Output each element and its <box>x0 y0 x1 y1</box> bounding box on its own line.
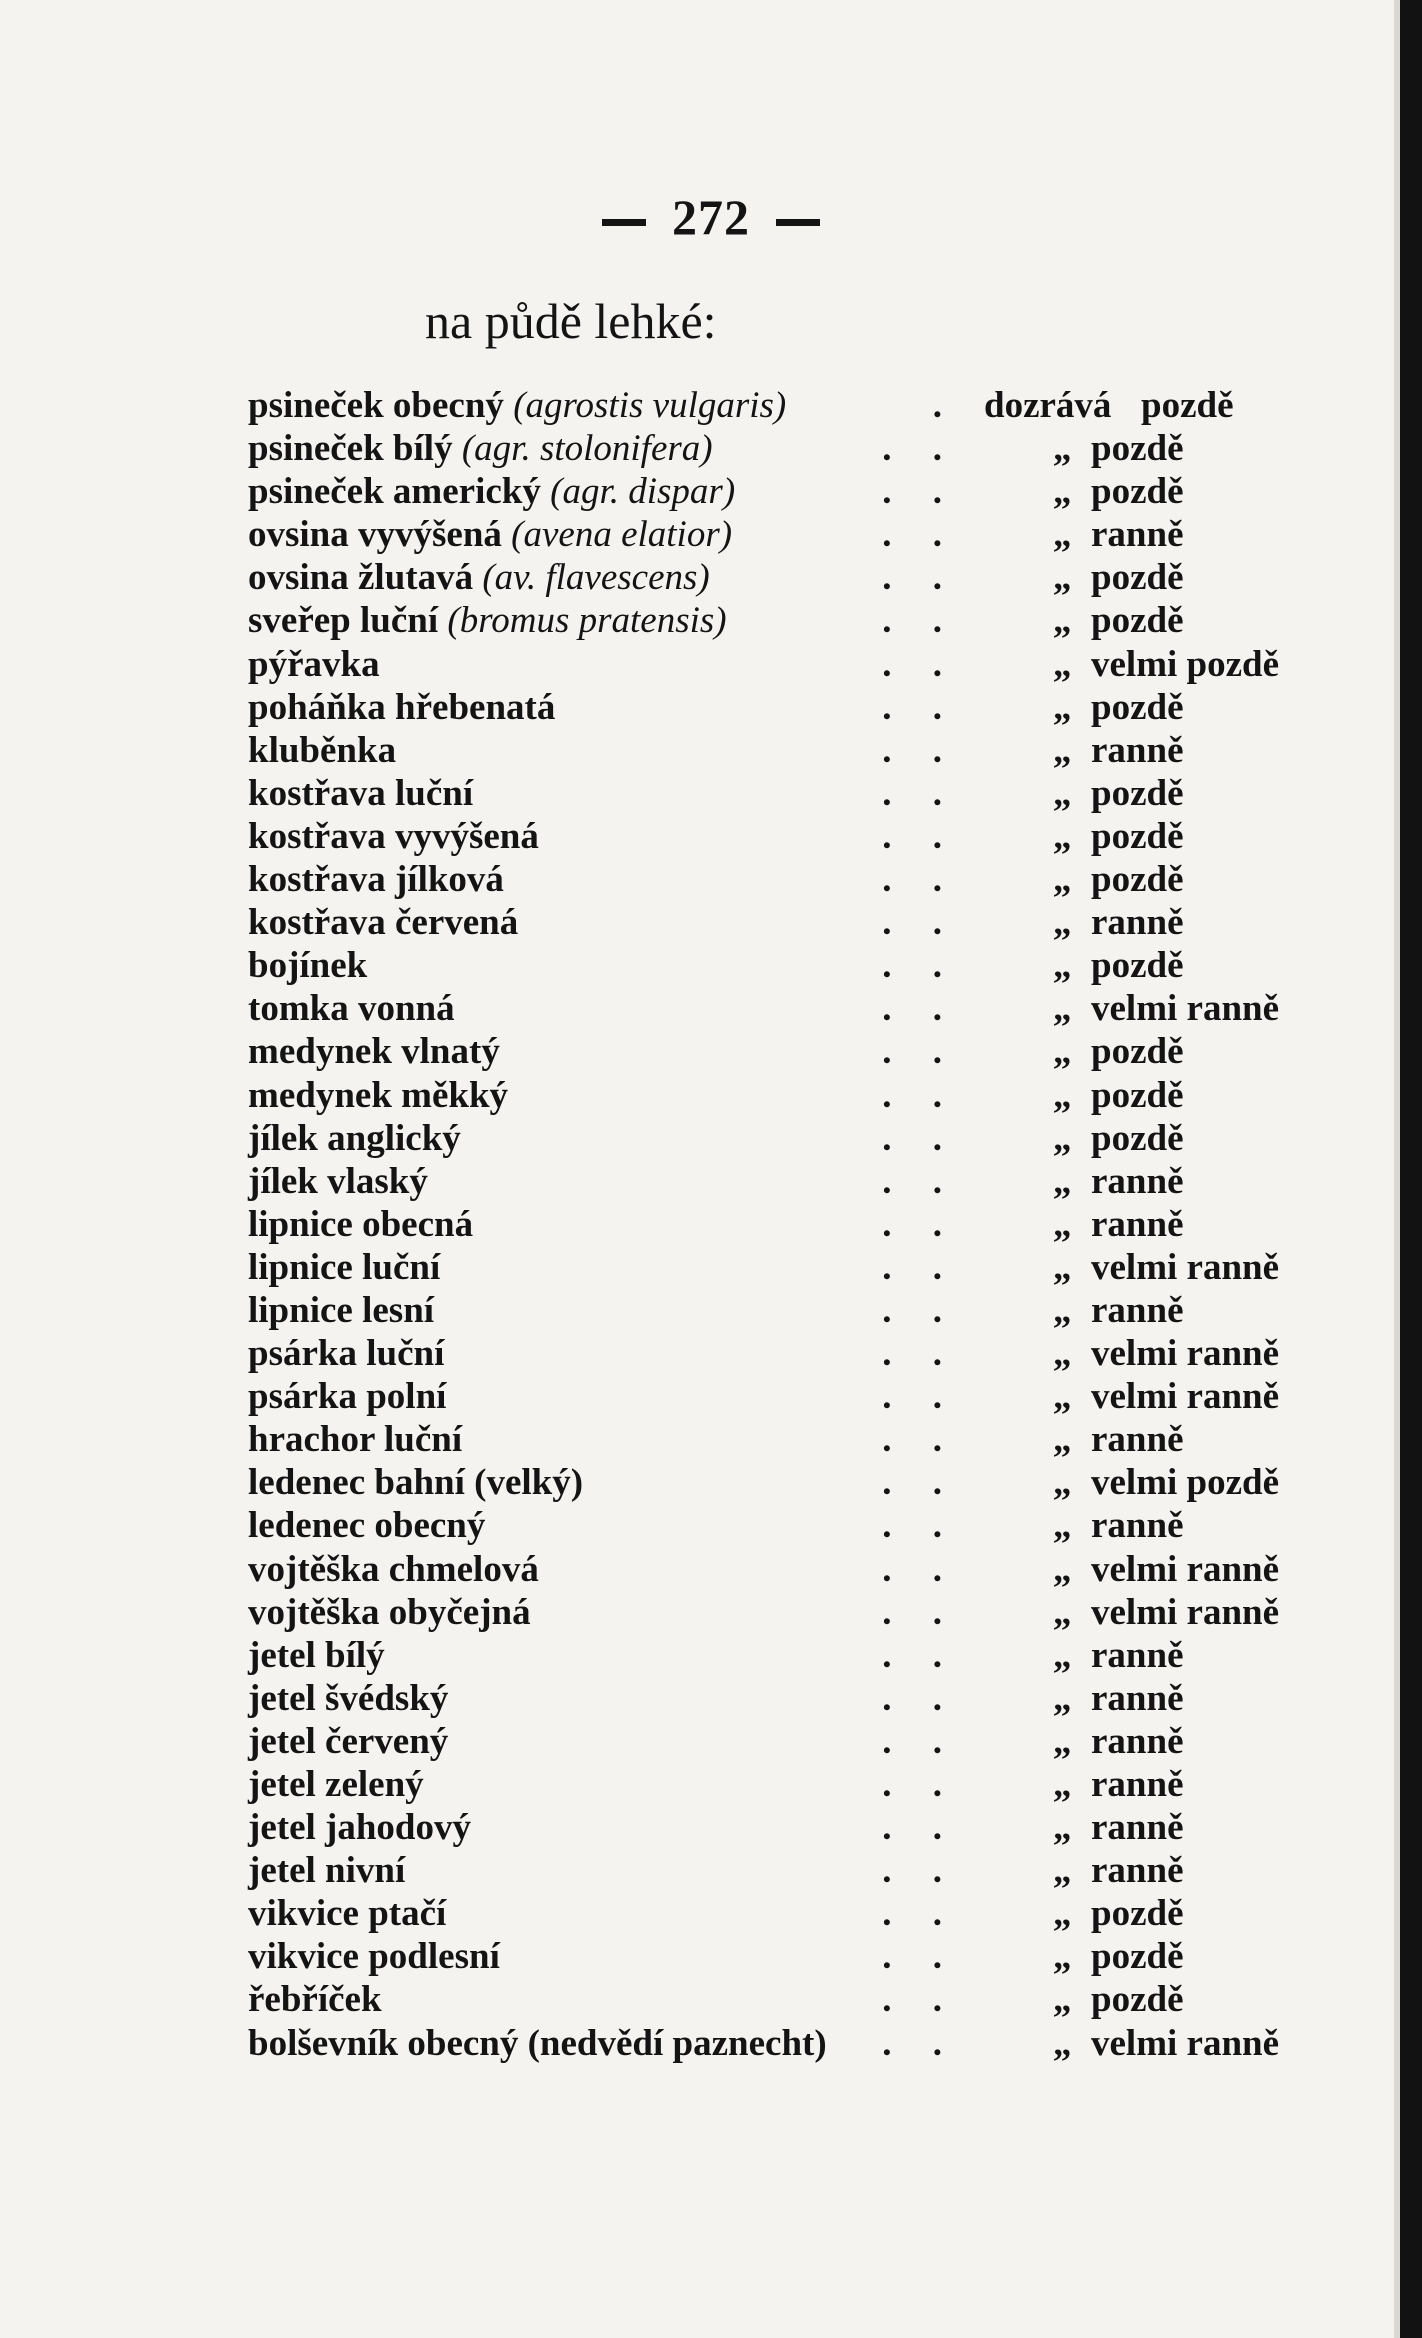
entry-name <box>248 1935 500 1978</box>
list-item <box>248 1892 1298 1935</box>
ditto-mark: „ <box>1053 1720 1072 1762</box>
ditto-mark: „ <box>1053 1936 1072 1978</box>
ditto-mark: „ <box>1053 1419 1072 1461</box>
entry-name <box>248 858 504 901</box>
leader-dots: . . <box>882 1203 958 1245</box>
page-number-line <box>0 188 1422 246</box>
entry-name-text: lipnice lesní <box>248 1289 435 1331</box>
entry-name-text: jetel jahodový <box>248 1807 471 1849</box>
ditto-mark: „ <box>1053 643 1072 685</box>
entry-name <box>248 987 455 1030</box>
list-item <box>248 1806 1298 1849</box>
entry-ripening-time: pozdě <box>1091 945 1184 987</box>
list-item <box>248 1591 1298 1634</box>
entry-ripening-time: pozdě <box>1091 1936 1184 1978</box>
list-item <box>248 1720 1298 1763</box>
entry-name-text: ledenec bahní (velký) <box>248 1462 584 1504</box>
ditto-mark: „ <box>1053 1548 1072 1590</box>
entry-name <box>248 1548 539 1591</box>
list-item <box>248 1849 1298 1892</box>
entry-name <box>248 2022 827 2065</box>
entry-ripening-time: ranně <box>1091 1764 1184 1805</box>
entry-ripening-time: pozdě <box>1091 471 1184 513</box>
entry-name-text: jetel švédský <box>248 1677 449 1719</box>
entry-ripening-time: pozdě <box>1091 1031 1184 1073</box>
entry-ripening-time: velmi ranně <box>1091 1333 1280 1375</box>
ditto-mark: „ <box>1053 1289 1072 1331</box>
list-item <box>248 686 1298 729</box>
list-item <box>248 1935 1298 1978</box>
section-title: na půdě lehké: <box>425 293 717 349</box>
entry-name-text: kostřava luční <box>248 772 474 814</box>
leader-dots: . . <box>882 1376 958 1418</box>
entry-name-text: vojtěška obyčejná <box>248 1591 531 1633</box>
entry-name-text: lipnice luční <box>248 1246 441 1288</box>
entry-name <box>248 1849 405 1892</box>
entry-name-text: ledenec obecný <box>248 1505 486 1547</box>
entry-name <box>248 1461 583 1504</box>
leader-dots: . . <box>882 988 958 1030</box>
entry-name-text: ovsina vyvýšená <box>248 514 502 556</box>
entry-latin-name: (agr. dispar) <box>550 471 736 513</box>
entry-name <box>248 1978 382 2021</box>
entry-name <box>248 686 555 729</box>
leader-dots: . . <box>882 1634 958 1676</box>
entry-ripening-time: velmi pozdě <box>1091 643 1280 685</box>
entry-name-text: bojínek <box>248 945 368 987</box>
ditto-mark: „ <box>1053 1850 1072 1892</box>
list-item <box>248 1289 1298 1332</box>
entry-ripening-time: pozdě <box>1091 686 1184 728</box>
ditto-mark: „ <box>1053 2022 1072 2064</box>
entry-name <box>248 1074 508 1117</box>
ditto-mark: „ <box>1053 1246 1072 1288</box>
leader-dots: . <box>932 385 958 426</box>
entry-name <box>248 1203 473 1246</box>
entry-latin-name: (agr. stolonifera) <box>461 428 713 470</box>
entry-ripening-time: ranně <box>1091 1289 1184 1331</box>
entry-name <box>248 427 713 470</box>
entry-name <box>248 1720 448 1763</box>
ditto-mark: „ <box>1053 772 1072 814</box>
list-item <box>248 1332 1298 1375</box>
page-number: 272 <box>672 189 750 245</box>
list-item <box>248 1634 1298 1677</box>
list-item <box>248 1375 1298 1418</box>
entry-name <box>248 513 732 556</box>
entry-name-text: psineček bílý <box>248 428 453 470</box>
list-item <box>248 1074 1298 1117</box>
entry-ripening-time: pozdě <box>1091 600 1184 642</box>
list-item <box>248 1160 1298 1203</box>
leader-dots: . . <box>882 2022 958 2064</box>
ditto-mark: „ <box>1053 1117 1072 1159</box>
list-item <box>248 1030 1298 1073</box>
leader-dots: . . <box>882 1289 958 1331</box>
leader-dots: . . <box>882 557 958 599</box>
leader-dots: . . <box>882 729 958 771</box>
leader-dots: . . <box>882 1677 958 1719</box>
entry-name-text: psineček obecný <box>248 385 504 426</box>
leader-dots: . . <box>882 815 958 857</box>
list-item <box>248 1677 1298 1720</box>
entry-ripening-time: velmi ranně <box>1091 988 1280 1030</box>
entry-name <box>248 1332 444 1375</box>
ditto-mark: „ <box>1053 945 1072 987</box>
entry-latin-name: (bromus pratensis) <box>447 600 727 642</box>
entry-name-text: vikvice ptačí <box>248 1893 447 1935</box>
entry-ripening-time: ranně <box>1091 1203 1184 1245</box>
entry-name-text: jílek vlaský <box>248 1160 428 1202</box>
leader-dots: . . <box>882 945 958 987</box>
list-item <box>248 599 1298 642</box>
entry-name-text: ovsina žlutavá <box>248 557 474 599</box>
page-number-dash-right <box>776 219 820 226</box>
entry-ripening-time: velmi ranně <box>1091 1548 1280 1590</box>
entry-ripening-time: pozdě <box>1091 557 1184 599</box>
entry-name <box>248 1160 428 1203</box>
entry-name-text: jetel nivní <box>248 1850 406 1892</box>
leader-dots: . . <box>882 1074 958 1116</box>
list-item <box>248 1461 1298 1504</box>
list-item <box>248 858 1298 901</box>
list-item <box>248 772 1298 815</box>
entry-name-text: vojtěška chmelová <box>248 1548 539 1590</box>
entry-name <box>248 729 396 772</box>
leader-dots: . . <box>882 1505 958 1547</box>
leader-dots: . . <box>882 1850 958 1892</box>
ditto-mark: „ <box>1053 1376 1072 1418</box>
leader-dots: . . <box>882 1893 958 1935</box>
entry-ripening-time: ranně <box>1091 1677 1184 1719</box>
entry-ripening-time: pozdě <box>1091 1979 1184 2021</box>
entry-name-text: kostřava jílková <box>248 859 504 901</box>
leader-dots: . . <box>882 1031 958 1073</box>
entry-ripening-time: ranně <box>1091 514 1184 556</box>
leader-dots: . . <box>882 600 958 642</box>
list-item <box>248 1978 1298 2021</box>
entry-ripening-time: velmi pozdě <box>1091 1462 1280 1504</box>
ditto-mark: „ <box>1053 1462 1072 1504</box>
list-item <box>248 1203 1298 1246</box>
entry-name <box>248 1289 434 1332</box>
entry-name-text: medynek měkký <box>248 1074 509 1116</box>
list-item <box>248 944 1298 987</box>
entry-name <box>248 1763 424 1806</box>
entry-name <box>248 1677 448 1720</box>
leader-dots: . . <box>882 859 958 901</box>
leader-dots: . . <box>882 1462 958 1504</box>
entry-name <box>248 643 380 686</box>
entry-ripening-time: pozdě <box>1091 815 1184 857</box>
leader-dots: . . <box>882 1548 958 1590</box>
ditto-mark: „ <box>1053 1074 1072 1116</box>
ditto-mark: „ <box>1053 1203 1072 1245</box>
entry-name <box>248 1418 462 1461</box>
entry-name-text: lipnice obecná <box>248 1203 474 1245</box>
entry-ripening-time: pozdě <box>1091 772 1184 814</box>
ditto-mark: „ <box>1053 988 1072 1030</box>
ditto-mark: „ <box>1053 1031 1072 1073</box>
entry-ripening-time: velmi ranně <box>1091 1376 1280 1418</box>
entry-name-text: jetel červený <box>248 1720 449 1762</box>
entry-name <box>248 470 735 513</box>
leader-dots: . . <box>882 1979 958 2021</box>
list-item <box>248 1763 1298 1806</box>
entry-name-text: kluběnka <box>248 729 397 771</box>
entry-name-text: jílek anglický <box>248 1117 461 1159</box>
ditto-mark: „ <box>1053 428 1072 470</box>
entry-name-text: poháňka hřebenatá <box>248 686 556 728</box>
list-item <box>248 815 1298 858</box>
entry-ripening-time: velmi ranně <box>1091 1246 1280 1288</box>
list-item <box>248 729 1298 772</box>
entry-name <box>248 1591 531 1634</box>
entry-name <box>248 1504 485 1547</box>
ditto-mark: „ <box>1053 1160 1072 1202</box>
entry-name-text: řebříček <box>248 1979 382 2021</box>
leader-dots: . . <box>882 428 958 470</box>
list-item <box>248 1418 1298 1461</box>
entry-ripening-time: velmi ranně <box>1091 2022 1280 2064</box>
ditto-mark: „ <box>1053 1333 1072 1375</box>
entry-name-text: pýřavka <box>248 643 380 685</box>
ditto-mark: „ <box>1053 1677 1072 1719</box>
entry-name <box>248 384 786 427</box>
leader-dots: . . <box>882 1246 958 1288</box>
list-item <box>248 2022 1298 2065</box>
list-item <box>248 1246 1298 1289</box>
list-item <box>248 901 1298 944</box>
entry-name <box>248 944 367 987</box>
page-number-dash-left <box>602 219 646 226</box>
entry-ripening-time: ranně <box>1091 1720 1184 1762</box>
entry-ripening-time: pozdě <box>1091 1117 1184 1159</box>
ditto-mark: „ <box>1053 859 1072 901</box>
entry-ripening-time: ranně <box>1091 1850 1184 1892</box>
entry-name <box>248 1246 440 1289</box>
ditto-mark: „ <box>1053 686 1072 728</box>
entry-ripening-time: velmi ranně <box>1091 1591 1280 1633</box>
entry-name <box>248 772 473 815</box>
entry-name <box>248 556 710 599</box>
entry-ripening-time: pozdě <box>1091 1893 1184 1935</box>
ditto-mark: „ <box>1053 1591 1072 1633</box>
entry-name-text: jetel zelený <box>248 1764 424 1805</box>
leader-dots: . . <box>882 1419 958 1461</box>
leader-dots: . . <box>882 1807 958 1849</box>
list-item <box>248 427 1298 470</box>
entry-name-text: tomka vonná <box>248 988 455 1030</box>
leader-dots: . . <box>882 1591 958 1633</box>
entry-name <box>248 1892 446 1935</box>
ditto-mark: „ <box>1053 815 1072 857</box>
entry-ripening-time: ranně <box>1091 1634 1184 1676</box>
entry-name <box>248 1634 385 1677</box>
ditto-mark: „ <box>1053 1979 1072 2021</box>
entry-name-text: sveřep luční <box>248 600 439 642</box>
entry-latin-name: (agrostis vulgaris) <box>513 385 787 426</box>
entry-ripening-time: ranně <box>1091 729 1184 771</box>
entry-name <box>248 1375 446 1418</box>
leader-dots: . . <box>882 686 958 728</box>
leader-dots: . . <box>882 902 958 944</box>
ditto-mark: „ <box>1053 729 1072 771</box>
ditto-mark: „ <box>1053 1764 1072 1805</box>
entry-ripening-time: ranně <box>1091 1505 1184 1547</box>
entry-ripening-time: ranně <box>1091 902 1184 944</box>
list-item <box>248 1504 1298 1547</box>
list-item <box>248 643 1298 686</box>
entry-ripening-time: pozdě <box>1141 385 1234 426</box>
ditto-mark: „ <box>1053 557 1072 599</box>
list-item <box>248 1117 1298 1160</box>
leader-dots: . . <box>882 514 958 556</box>
entry-ripening-time: ranně <box>1091 1807 1184 1849</box>
entry-name <box>248 1117 461 1160</box>
entry-ripening-time: ranně <box>1091 1419 1184 1461</box>
leader-dots: . . <box>882 643 958 685</box>
entry-ripening-time: ranně <box>1091 1160 1184 1202</box>
ditto-mark: „ <box>1053 514 1072 556</box>
entry-latin-name: (avena elatior) <box>511 514 733 556</box>
entry-name <box>248 815 539 858</box>
ditto-mark: „ <box>1053 1505 1072 1547</box>
entry-name-text: bolševník obecný (nedvědí paznecht) <box>248 2022 827 2064</box>
entry-name-text: medynek vlnatý <box>248 1031 500 1073</box>
ditto-mark: „ <box>1053 1807 1072 1849</box>
leader-dots: . . <box>882 772 958 814</box>
ditto-mark: „ <box>1053 902 1072 944</box>
scan-edge-border <box>1400 0 1422 2338</box>
entry-name-text: kostřava červená <box>248 902 519 944</box>
ditto-mark: „ <box>1053 1634 1072 1676</box>
entry-name-text: hrachor luční <box>248 1419 463 1461</box>
entry-name <box>248 1806 471 1849</box>
leader-dots: . . <box>882 1333 958 1375</box>
entry-name-text: kostřava vyvýšená <box>248 815 539 857</box>
entry-name <box>248 599 727 642</box>
entry-name-text: psineček americký <box>248 471 541 513</box>
ditto-mark: „ <box>1053 471 1072 513</box>
leader-dots: . . <box>882 1160 958 1202</box>
entry-name <box>248 901 518 944</box>
list-item <box>248 384 1298 427</box>
entry-latin-name: (av. flavescens) <box>482 557 710 599</box>
entry-name-text: vikvice podlesní <box>248 1936 500 1978</box>
entry-name-text: jetel bílý <box>248 1634 385 1676</box>
list-item <box>248 470 1298 513</box>
entry-verb: dozrává <box>984 385 1112 426</box>
ditto-mark: „ <box>1053 600 1072 642</box>
list-item <box>248 987 1298 1030</box>
entry-ripening-time: pozdě <box>1091 428 1184 470</box>
leader-dots: . . <box>882 1117 958 1159</box>
leader-dots: . . <box>882 471 958 513</box>
leader-dots: . . <box>882 1764 958 1805</box>
leader-dots: . . <box>882 1720 958 1762</box>
list-item <box>248 1548 1298 1591</box>
entry-name-text: psárka luční <box>248 1333 445 1375</box>
entry-ripening-time: pozdě <box>1091 1074 1184 1116</box>
leader-dots: . . <box>882 1936 958 1978</box>
entry-name <box>248 1030 500 1073</box>
list-item <box>248 513 1298 556</box>
list-item <box>248 556 1298 599</box>
entry-name-text: psárka polní <box>248 1376 447 1418</box>
ditto-mark: „ <box>1053 1893 1072 1935</box>
entry-list <box>248 384 1298 2065</box>
entry-ripening-time: pozdě <box>1091 859 1184 901</box>
